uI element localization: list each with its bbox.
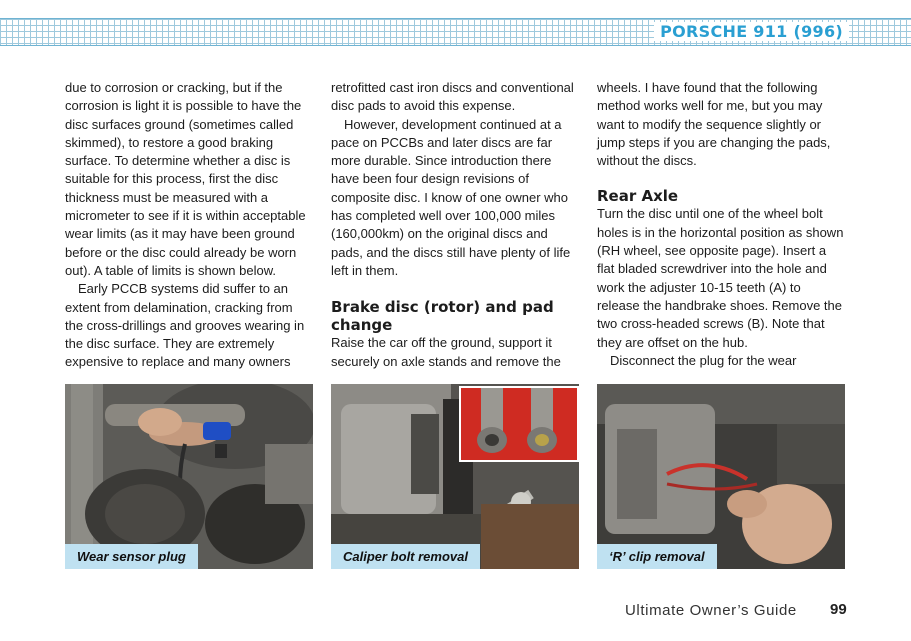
page-number: 99 bbox=[830, 601, 847, 618]
photo-image bbox=[597, 384, 845, 569]
photo-image bbox=[65, 384, 313, 569]
photo-caliper-bolt-removal bbox=[331, 384, 579, 569]
inset-image bbox=[461, 388, 577, 460]
photo-r-clip-removal bbox=[597, 384, 845, 569]
paragraph: wheels. I have found that the following method works well for me, but you may want to modify the sequence slightly or jump steps if you are changing the pads, without the discs. bbox=[597, 80, 831, 169]
section-heading-rear-axle: Rear Axle bbox=[597, 187, 679, 206]
paragraph: Early PCCB systems did suffer to an extent from delamination, cracking from the cross-drillings and grooves wearing in the disc surface. They are extremely expensive to replace and many owners bbox=[65, 281, 305, 370]
photo-caption: Wear sensor plug bbox=[65, 544, 198, 569]
paragraph: Turn the disc until one of the wheel bolt holes is in the horizontal position as shown (RH wheel, see opposite page). Insert a flat bladed screwdriver into the hole and work the adjuster 10-15 teeth (A) to release the handbrake shoes. Remove the two cross-headed screws (B). Note that they are offset on the hub. bbox=[597, 206, 844, 350]
paragraph: retrofitted cast iron discs and conventional disc pads to avoid this expense. bbox=[331, 80, 574, 114]
paragraph: However, development continued at a pace on PCCBs and later discs are far more durable. Since introduction there have been four design revisions of composite disc. I know of one owner who has completed well over 100,000 miles (160,000km) on the original discs and pads, and the discs still have plenty of life left in them. bbox=[331, 116, 571, 278]
paragraph: Disconnect the plug for the wear bbox=[610, 352, 797, 368]
paragraph: due to corrosion or cracking, but if the corrosion is light it is possible to have the disc surfaces ground (sometimes called skimmed), to restore a good braking surface. To determine whether a disc is suitable for this process, first the disc thickness must be measured with a micrometer to see if it is within acceptable wear limits (as it may have been ground before or the disc could already be worn out). A table of limits is shown below. bbox=[65, 80, 306, 278]
photo-caption: Caliper bolt removal bbox=[331, 544, 480, 569]
text-column-3 bbox=[597, 79, 845, 370]
section-heading-brake-disc: Brake disc (rotor) and pad change bbox=[331, 298, 554, 335]
photo-wear-sensor-plug bbox=[65, 384, 313, 569]
text-column-2 bbox=[331, 79, 579, 371]
photo-caption: ‘R’ clip removal bbox=[597, 544, 717, 569]
inset-photo-bolts bbox=[459, 386, 579, 462]
footer-book-title: Ultimate Owner’s Guide bbox=[625, 602, 797, 619]
text-column-1 bbox=[65, 79, 313, 372]
paragraph: Raise the car off the ground, support it securely on axle stands and remove the bbox=[331, 335, 561, 369]
running-title: PORSCHE 911 (996) bbox=[654, 22, 849, 41]
